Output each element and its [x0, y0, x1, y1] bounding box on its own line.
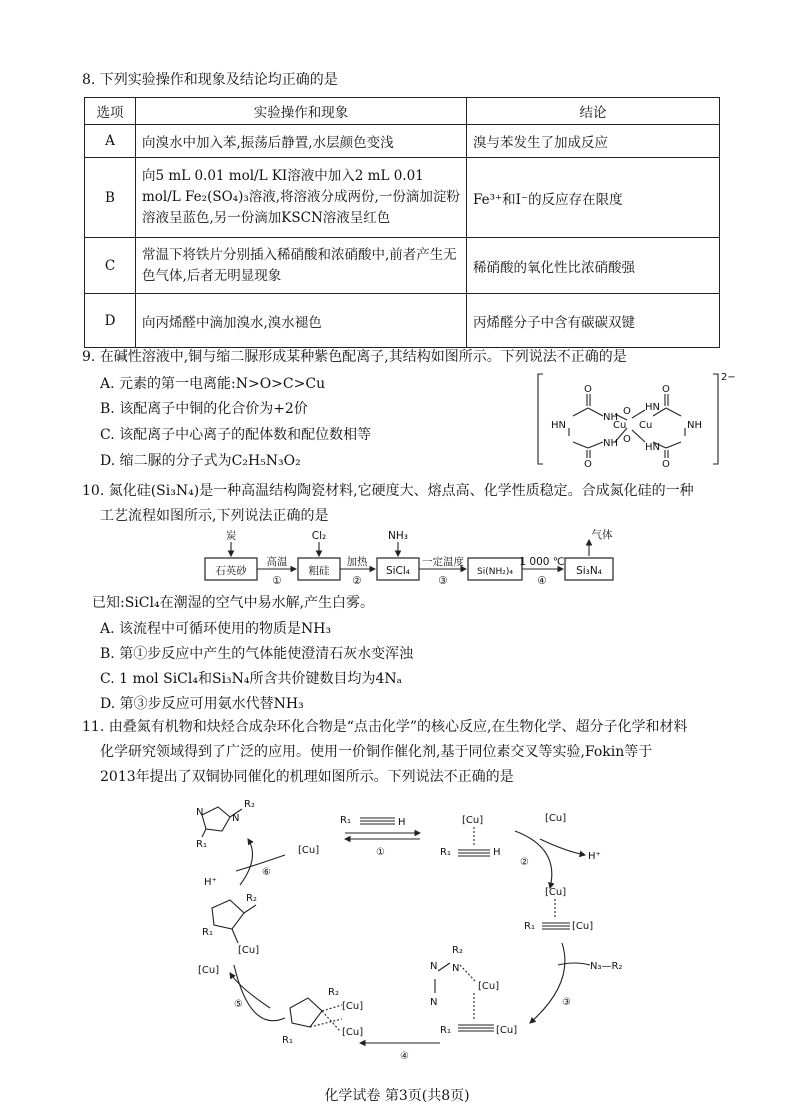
operation-cell: 向溴水中加入苯,振荡后静置,水层颜色变浅: [136, 125, 467, 158]
q9-stem: 9. 在碱性溶液中,铜与缩二脲形成某种紫色配离子,其结构如图所示。下列说法不正确的是: [82, 349, 627, 365]
flow-box-label: Si(NH₂)₄: [477, 567, 513, 577]
substituent-label: R₁: [340, 815, 351, 826]
atom-label: O: [584, 459, 592, 470]
q9-option-a: A. 元素的第一电离能:N>O>C>Cu: [100, 376, 326, 392]
step-label: ⑤: [234, 999, 243, 1010]
conclusion-cell: Fe³⁺和I⁻的反应存在限度: [467, 158, 720, 238]
copper-label: [Cu]: [342, 1001, 364, 1012]
atom-label: N: [196, 807, 204, 818]
page-footer: 化学试卷 第3页(共8页): [324, 1088, 470, 1104]
table-header: 选项: [85, 98, 136, 125]
step-label: ②: [520, 857, 529, 868]
q9-option-b: B. 该配离子中铜的化合价为+2价: [100, 401, 308, 417]
substituent-label: R₂: [246, 893, 257, 904]
copper-biuret-complex-structure: [535, 370, 740, 468]
atom-label: NH: [687, 420, 702, 431]
flow-step-label: ①: [272, 575, 282, 587]
flow-output-label: 气体: [591, 529, 613, 541]
copper-label: [Cu]: [478, 981, 500, 992]
copper-label: [Cu]: [462, 815, 484, 826]
operation-cell: 常温下将铁片分别插入稀硝酸和浓硝酸中,前者产生无色气体,后者无明显现象: [136, 238, 467, 294]
atom-label: N: [430, 997, 438, 1008]
flow-step-label: ③: [438, 575, 448, 587]
flow-step-label: ④: [537, 575, 547, 587]
conclusion-cell: 丙烯醛分子中含有碳碳双键: [467, 294, 720, 348]
atom-label: NH: [603, 412, 618, 423]
flow-input-label: Cl₂: [311, 530, 327, 542]
conclusion-cell: 稀硝酸的氧化性比浓硝酸强: [467, 238, 720, 294]
silicon-nitride-process-flow: [195, 528, 625, 590]
atom-label: HN: [645, 442, 660, 453]
flow-input-label: 炭: [225, 530, 237, 542]
substituent-label: R₁: [282, 1035, 293, 1046]
operation-cell: 向5 mL 0.01 mol/L KI溶液中加入2 mL 0.01 mol/L Fe₂(SO₄)₃溶液,将溶液分成两份,一份滴加淀粉溶液呈蓝色,另一份滴加KSCN溶液呈红色: [136, 158, 467, 238]
flow-box-label: 石英砂: [215, 565, 247, 577]
q9-option-d: D. 缩二脲的分子式为C₂H₅N₃O₂: [100, 453, 301, 469]
atom-label: O: [662, 384, 670, 395]
atom-label: HN: [645, 402, 660, 413]
table-row: [85, 158, 720, 238]
atom-label: Cu: [613, 420, 627, 431]
substituent-label: R₁: [440, 847, 451, 858]
flow-condition-label: 高温: [266, 556, 288, 568]
atom-label: Cu: [639, 420, 653, 431]
table-row: [85, 125, 720, 158]
atom-label: O: [623, 434, 631, 445]
conclusion-cell: 溴与苯发生了加成反应: [467, 125, 720, 158]
q10-stem-line1: 10. 氮化硅(Si₃N₄)是一种高温结构陶瓷材料,它硬度大、熔点高、化学性质稳定。合成氮化硅的一种: [82, 483, 694, 499]
step-label: ③: [562, 997, 571, 1008]
copper-label: [Cu]: [572, 921, 594, 932]
q10-option-d: D. 第③步反应可用氨水代替NH₃: [100, 696, 304, 712]
substituent-label: R₂: [452, 945, 463, 956]
q8-table: [84, 97, 720, 348]
flow-condition-label: 一定温度: [422, 556, 464, 568]
step-label: ①: [376, 847, 385, 858]
substituent-label: R₁: [202, 927, 213, 938]
hplus-label: H⁺: [588, 851, 601, 862]
copper-label: [Cu]: [238, 945, 260, 956]
table-header: 结论: [467, 98, 720, 125]
atom-label: N: [430, 961, 438, 972]
q10-known: 已知:SiCl₄在潮湿的空气中易水解,产生白雾。: [92, 595, 375, 611]
substituent-label: R₁: [524, 921, 535, 932]
table-header-row: [85, 98, 720, 125]
copper-label: [Cu]: [545, 813, 567, 824]
q11-stem-line1: 11. 由叠氮有机物和炔烃合成杂环化合物是“点击化学”的核心反应,在生物化学、超分子化学和材料: [82, 719, 688, 735]
operation-cell: 向丙烯醛中滴加溴水,溴水褪色: [136, 294, 467, 348]
step-label: ④: [400, 1051, 409, 1062]
flow-box-label: SiCl₄: [385, 565, 411, 577]
copper-label: [Cu]: [545, 887, 567, 898]
atom-label: N: [452, 963, 460, 974]
flow-step-label: ②: [352, 575, 362, 587]
q10-option-c: C. 1 mol SiCl₄和Si₃N₄所含共价键数目均为4Nₐ: [100, 671, 403, 687]
copper-label: [Cu]: [342, 1027, 364, 1038]
flow-box-label: Si₃N₄: [576, 565, 602, 577]
atom-label: N: [232, 813, 240, 824]
atom-label: O: [623, 406, 631, 417]
q10-option-a: A. 该流程中可循环使用的物质是NH₃: [100, 621, 332, 637]
q11-stem-line3: 2013年提出了双铜协同催化的机理如图所示。下列说法不正确的是: [100, 769, 514, 785]
q10-stem-line2: 工艺流程如图所示,下列说法正确的是: [100, 508, 329, 524]
option-cell: C: [85, 238, 136, 294]
substituent-label: R₂: [244, 799, 255, 810]
atom-label: NH: [603, 438, 618, 449]
flow-condition-label: 1 000 ℃: [519, 556, 565, 568]
dual-copper-catalytic-cycle: [190, 793, 623, 1062]
flow-input-label: NH₃: [388, 530, 408, 542]
q9-option-c: C. 该配离子中心离子的配体数和配位数相等: [100, 427, 372, 443]
atom-label: O: [662, 459, 670, 470]
substituent-label: R₂: [328, 987, 339, 998]
option-cell: D: [85, 294, 136, 348]
option-cell: A: [85, 125, 136, 158]
q11-stem-line2: 化学研究领域得到了广泛的应用。使用一价铜作催化剂,基于同位素交叉等实验,Fokin等于: [100, 744, 653, 760]
table-row: [85, 238, 720, 294]
step-label: ⑥: [262, 867, 271, 878]
atom-label: H: [493, 847, 501, 858]
q10-option-b: B. 第①步反应中产生的气体能使澄清石灰水变浑浊: [100, 646, 414, 662]
copper-label: [Cu]: [198, 965, 220, 976]
table-header: 实验操作和现象: [136, 98, 467, 125]
option-cell: B: [85, 158, 136, 238]
hplus-label: H⁺: [204, 877, 217, 888]
charge-label: 2−: [721, 372, 736, 383]
atom-label: H: [398, 817, 406, 828]
flow-box-label: 粗硅: [308, 565, 330, 577]
substituent-label: R₁: [440, 1025, 451, 1036]
azide-label: N₃—R₂: [590, 961, 623, 972]
q8-stem: 8. 下列实验操作和现象及结论均正确的是: [82, 72, 338, 88]
copper-label: [Cu]: [496, 1025, 518, 1036]
atom-label: HN: [551, 420, 566, 431]
flow-condition-label: 加热: [346, 556, 368, 568]
atom-label: O: [584, 384, 592, 395]
substituent-label: R₁: [196, 839, 207, 850]
table-row: [85, 294, 720, 348]
copper-label: [Cu]: [298, 845, 320, 856]
